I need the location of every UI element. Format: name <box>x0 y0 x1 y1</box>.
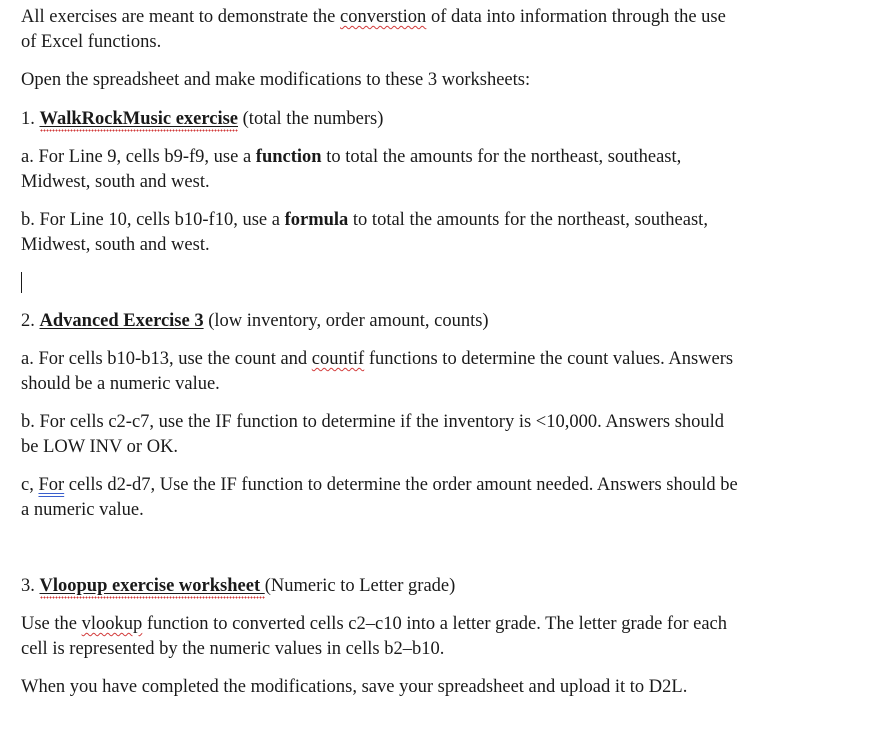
text: b. For Line 10, cells b10-f10, use a <box>21 210 285 230</box>
intro-text: of data into information through the use <box>426 7 726 27</box>
exercise-1b-line-1 <box>21 209 708 231</box>
exercise-2b-line-2: be LOW INV or OK. <box>21 437 179 457</box>
spelling-error-vlookup[interactable]: vlookup <box>81 614 143 634</box>
exercise-2a-line-2: should be a numeric value. <box>21 374 220 394</box>
spelling-error-converstion[interactable]: converstion <box>340 7 427 27</box>
open-instruction: Open the spreadsheet and make modifications to these 3 worksheets: <box>21 70 531 90</box>
exercise-1-heading <box>21 108 383 130</box>
spelling-error-countif[interactable]: countif <box>311 349 365 369</box>
text: Use the <box>21 614 82 634</box>
text-cursor <box>21 272 22 293</box>
exercise-3-heading <box>21 575 455 597</box>
closing-instruction: When you have completed the modifications, save your spreadsheet and upload it to D2L. <box>21 677 688 697</box>
exercise-1-title: WalkRockMusic exercise <box>39 109 239 129</box>
text: c, <box>21 475 39 495</box>
exercise-2-subtitle: (low inventory, order amount, counts) <box>203 311 489 331</box>
exercise-2a-line-1 <box>21 348 733 370</box>
exercise-number: 3. <box>21 576 40 596</box>
grammar-mark-for[interactable]: For <box>38 475 65 495</box>
intro-line-2: of Excel functions. <box>21 32 162 52</box>
intro-line-1 <box>21 6 726 28</box>
exercise-2-title: Advanced Exercise 3 <box>39 311 204 331</box>
text: a. For Line 9, cells b9-f9, use a <box>21 147 256 167</box>
exercise-number: 2. <box>21 311 40 331</box>
exercise-2c-line-1 <box>21 474 738 496</box>
exercise-2-heading <box>21 310 489 332</box>
bold-function: function <box>255 147 322 167</box>
exercise-number: 1. <box>21 109 40 129</box>
exercise-1a-line-2: Midwest, south and west. <box>21 172 210 192</box>
text: to total the amounts for the northeast, southeast, <box>321 147 682 167</box>
text: functions to determine the count values. Answers <box>364 349 734 369</box>
exercise-3-line-1 <box>21 613 727 635</box>
bold-formula: formula <box>284 210 349 230</box>
intro-text: All exercises are meant to demonstrate the <box>21 7 340 27</box>
exercise-3-line-2: cell is represented by the numeric values in cells b2–b10. <box>21 639 445 659</box>
exercise-3-title: Vloopup exercise worksheet <box>39 576 265 596</box>
exercise-1a-line-1 <box>21 146 681 168</box>
text: function to converted cells c2–c10 into a letter grade. The letter grade for each <box>142 614 727 634</box>
exercise-1b-line-2: Midwest, south and west. <box>21 235 210 255</box>
exercise-2b-line-1: b. For cells c2-c7, use the IF function to determine if the inventory is <10,000. Answers should <box>21 412 725 432</box>
exercise-1-subtitle: (total the numbers) <box>238 109 384 129</box>
text: to total the amounts for the northeast, southeast, <box>348 210 708 230</box>
exercise-3-subtitle: (Numeric to Letter grade) <box>264 576 456 596</box>
text: a. For cells b10-b13, use the count and <box>21 349 312 369</box>
text: cells d2-d7, Use the IF function to determine the order amount needed. Answers should be <box>64 475 738 495</box>
exercise-2c-line-2: a numeric value. <box>21 500 144 520</box>
